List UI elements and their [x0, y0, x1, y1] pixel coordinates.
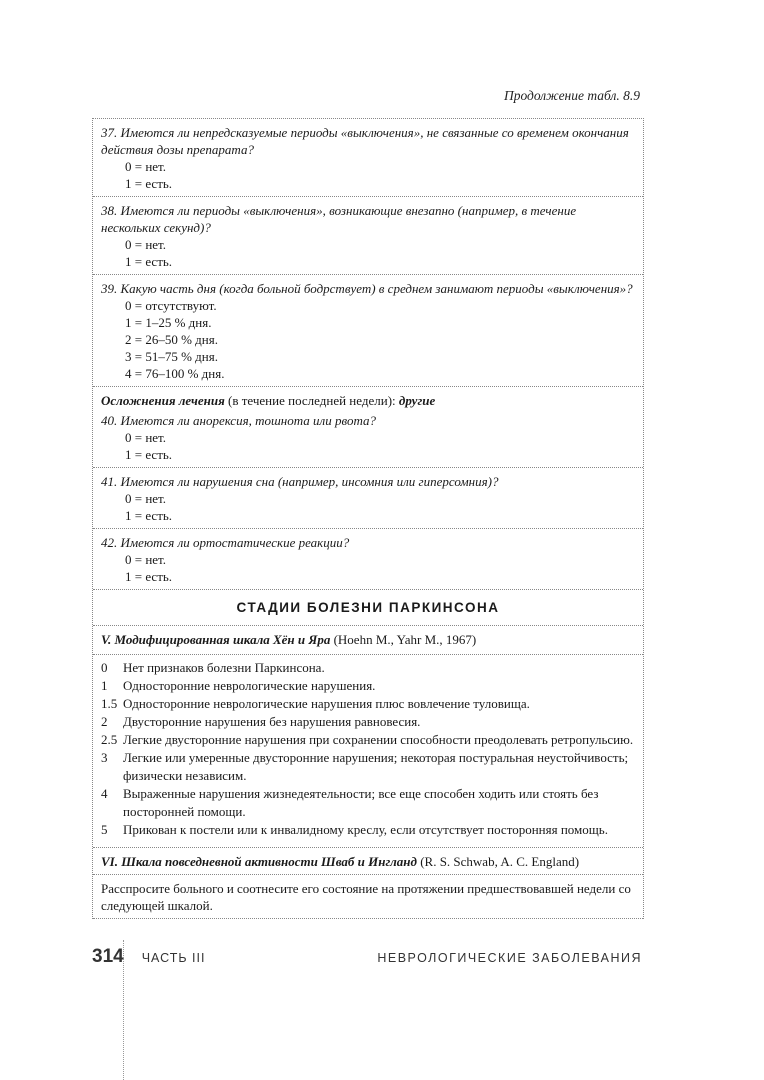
stage-item	[101, 749, 635, 785]
complications-other: другие	[398, 393, 436, 408]
footer-divider	[123, 940, 124, 1080]
question-39	[93, 275, 643, 387]
stage-item	[101, 695, 635, 713]
stage-text: Легкие двусторонние нарушения при сохранении способности преодолевать ретропульсию.	[123, 732, 634, 747]
stage-text: Односторонние неврологические нарушения.	[123, 678, 376, 693]
stage-number: 0	[101, 660, 108, 675]
question-text: 40. Имеются ли анорексия, тошнота или рвота?	[101, 413, 376, 428]
schwab-england-instructions: Расспросите больного и соотнесите его состояние на протяжении предшествовавшей недели со следующей шкалой.	[93, 875, 643, 919]
section-5-title	[101, 631, 635, 648]
answer-option: 1 = 1–25 % дня.	[125, 315, 212, 330]
stage-number: 3	[101, 750, 108, 765]
section-title: НЕВРОЛОГИЧЕСКИЕ ЗАБОЛЕВАНИЯ	[377, 951, 642, 965]
hoehn-yahr-section	[93, 626, 643, 848]
stage-number: 1	[101, 678, 108, 693]
answer-option: 4 = 76–100 % дня.	[125, 366, 225, 381]
section-5-reference: (Hoehn M., Yahr M., 1967)	[330, 632, 477, 647]
complications-label: Осложнения лечения	[101, 393, 225, 408]
scale-table	[92, 118, 644, 919]
answer-option: 0 = нет.	[125, 491, 167, 506]
stage-number: 1.5	[101, 696, 118, 711]
question-text: 41. Имеются ли нарушения сна (например, инсомния или гиперсомния)?	[101, 474, 499, 489]
answer-option: 0 = нет.	[125, 237, 167, 252]
stage-text: Нет признаков болезни Паркинсона.	[123, 660, 325, 675]
page-number: 314	[92, 946, 124, 967]
section-6-reference: (R. S. Schwab, A. C. England)	[416, 854, 580, 869]
stage-item	[101, 713, 635, 731]
question-text: 38. Имеются ли периоды «выключения», возникающие внезапно (например, в течение нескольких секунд)?	[101, 203, 577, 235]
stage-text: Двусторонние нарушения без нарушения равновесия.	[123, 714, 421, 729]
question-text: 39. Какую часть дня (когда больной бодрствует) в среднем занимают периоды «выключения»?	[101, 281, 633, 296]
question-42	[93, 529, 643, 590]
stage-text: Выраженные нарушения жизнедеятельности; все еще способен ходить или стоять без посторонней помощи.	[123, 786, 599, 819]
question-38	[93, 197, 643, 275]
stage-text: Легкие или умеренные двусторонние нарушения; некоторая постуральная неустойчивость; физически независим.	[123, 750, 629, 783]
stages-list	[93, 654, 643, 843]
table-caption: Продолжение табл. 8.9	[503, 88, 640, 103]
stage-item	[101, 821, 635, 839]
answer-option: 1 = есть.	[125, 254, 173, 269]
answer-option: 0 = нет.	[125, 552, 167, 567]
answer-option: 1 = есть.	[125, 176, 173, 191]
answer-option: 1 = есть.	[125, 508, 173, 523]
question-41	[93, 468, 643, 529]
stage-number: 2	[101, 714, 108, 729]
stage-text: Односторонние неврологические нарушения плюс вовлечение туловища.	[123, 696, 530, 711]
answer-option: 3 = 51–75 % дня.	[125, 349, 218, 364]
answer-option: 0 = отсутствуют.	[125, 298, 217, 313]
question-text: 37. Имеются ли непредсказуемые периоды «выключения», не связанные со временем окончания действия дозы препарата?	[101, 125, 629, 157]
stage-item	[101, 785, 635, 821]
part-label: ЧАСТЬ III	[141, 951, 206, 965]
stages-heading: СТАДИИ БОЛЕЗНИ ПАРКИНСОНА	[93, 590, 643, 626]
complications-period: (в течение последней недели):	[224, 393, 399, 408]
answer-option: 1 = есть.	[125, 447, 173, 462]
stage-number: 5	[101, 822, 108, 837]
stage-text: Прикован к постели или к инвалидному креслу, если отсутствует посторонняя помощь.	[123, 822, 608, 837]
complications-heading	[101, 392, 635, 409]
question-40-block	[93, 387, 643, 468]
stage-number: 4	[101, 786, 108, 801]
stage-item	[101, 731, 635, 749]
section-5-name: V. Модифицированная шкала Хён и Яра	[101, 632, 331, 647]
answer-option: 0 = нет.	[125, 159, 167, 174]
answer-option: 1 = есть.	[125, 569, 173, 584]
stage-number: 2.5	[101, 732, 118, 747]
stage-item	[101, 659, 635, 677]
section-6-name: VI. Шкала повседневной активности Шваб и Ингланд	[101, 854, 417, 869]
answer-option: 0 = нет.	[125, 430, 167, 445]
question-text: 42. Имеются ли ортостатические реакции?	[101, 535, 350, 550]
schwab-england-title	[93, 848, 643, 875]
question-37	[93, 119, 643, 197]
stage-item	[101, 677, 635, 695]
page-footer	[92, 946, 642, 968]
answer-option: 2 = 26–50 % дня.	[125, 332, 218, 347]
